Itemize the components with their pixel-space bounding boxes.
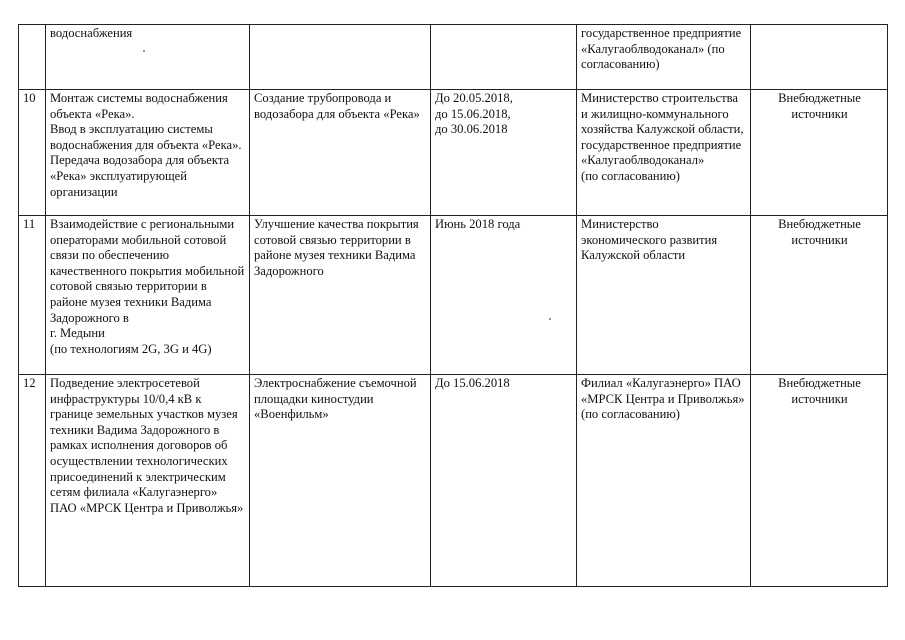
activity-cell: Монтаж системы водоснабжения объекта «Река». Ввод в эксплуатацию системы водоснабжения для объекта «Река». Передача водозабора для объекта «Река» эксплуатирующей организации	[46, 90, 250, 216]
deadline-cell	[431, 25, 577, 90]
deadline-cell: До 20.05.2018, до 15.06.2018, до 30.06.2018	[431, 90, 577, 216]
table-row	[19, 90, 888, 216]
result-cell: Создание трубопровода и водозабора для объекта «Река»	[250, 90, 431, 216]
responsible-cell: Министерство экономического развития Калужской области	[577, 216, 751, 375]
scan-speck	[549, 318, 551, 320]
funding-source-cell: Внебюджетные источники	[751, 375, 888, 587]
funding-source-cell: Внебюджетные источники	[751, 90, 888, 216]
row-number	[19, 25, 46, 90]
activity-cell: Подведение электросетевой инфраструктуры 10/0,4 кВ к границе земельных участков музея техники Вадима Задорожного в рамках исполнения договоров об осуществлении технологических присоединений к электрическим сетям филиала «Калугаэнерго» ПАО «МРСК Центра и Приволжья»	[46, 375, 250, 587]
deadline-cell: До 15.06.2018	[431, 375, 577, 587]
row-number: 11	[19, 216, 46, 375]
activities-table	[18, 24, 888, 587]
result-cell: Электроснабжение съемочной площадки киностудии «Военфильм»	[250, 375, 431, 587]
result-cell: Улучшение качества покрытия сотовой связью территории в районе музея техники Вадима Задорожного	[250, 216, 431, 375]
activity-cell: водоснабжения	[46, 25, 250, 90]
scan-speck	[143, 50, 145, 52]
funding-source-cell	[751, 25, 888, 90]
activity-cell: Взаимодействие с региональными операторами мобильной сотовой связи по обеспечению качественного покрытия мобильной сотовой связью территории в районе музея техники Вадима Задорожного в г. Медыни (по технологиям 2G, 3G и 4G)	[46, 216, 250, 375]
table-row	[19, 25, 888, 90]
table-row	[19, 375, 888, 587]
funding-source-cell: Внебюджетные источники	[751, 216, 888, 375]
result-cell	[250, 25, 431, 90]
row-number: 12	[19, 375, 46, 587]
responsible-cell: государственное предприятие «Калугаоблводоканал» (по согласованию)	[577, 25, 751, 90]
table-row	[19, 216, 888, 375]
deadline-cell: Июнь 2018 года	[431, 216, 577, 375]
row-number: 10	[19, 90, 46, 216]
responsible-cell: Филиал «Калугаэнерго» ПАО «МРСК Центра и Приволжья» (по согласованию)	[577, 375, 751, 587]
responsible-cell: Министерство строительства и жилищно-коммунального хозяйства Калужской области, государственное предприятие «Калугаоблводоканал» (по согласованию)	[577, 90, 751, 216]
